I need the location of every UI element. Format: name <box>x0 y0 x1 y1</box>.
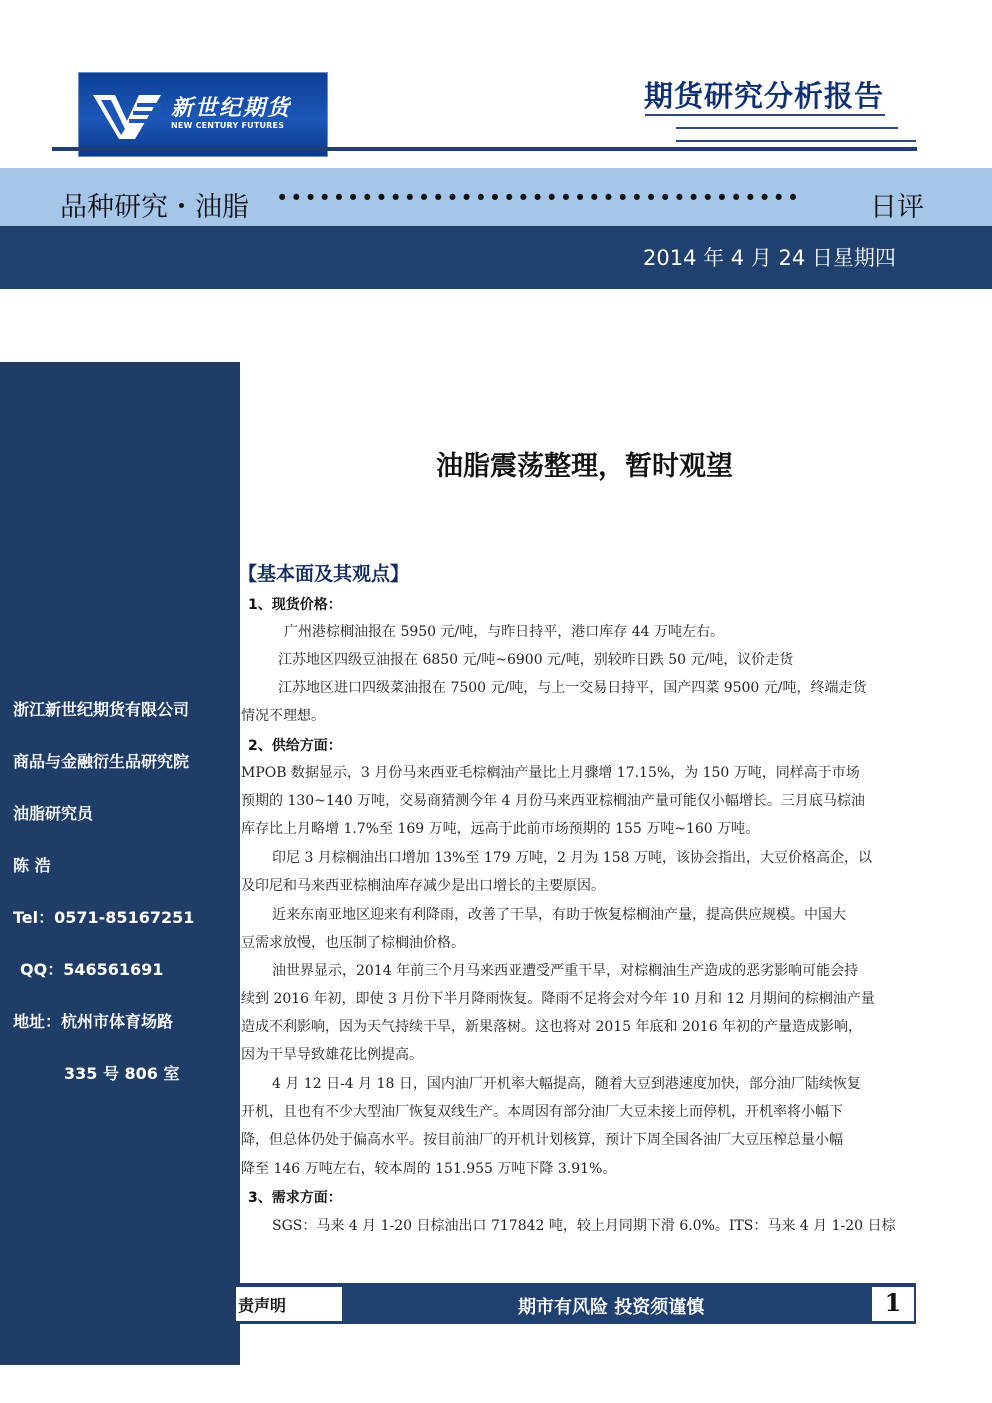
text-line: 降至 146 万吨左右，较本周的 151.955 万吨下降 3.91%。 <box>241 1161 617 1177</box>
company-logo <box>78 72 328 157</box>
page-number: 1 <box>884 1288 902 1317</box>
sidebar-institute: 商品与金融衍生品研究院 <box>13 752 190 771</box>
section-heading: 【基本面及其观点】 <box>238 563 410 585</box>
text-line: 油世界显示，2014 年前三个月马来西亚遭受严重干旱，对棕榈油生产造成的恶劣影响可能会持 <box>272 963 859 979</box>
text-line: MPOB 数据显示，3 月份马来西亚毛棕榈油产量比上月骤增 17.15%，为 150 万吨，同样高于市场 <box>241 765 860 781</box>
text-line: 近来东南亚地区迎来有利降雨，改善了干旱，有助于恢复棕榈油产量，提高供应规模。中国大 <box>272 907 846 923</box>
subheading-spot-price: 1、现货价格： <box>248 597 342 613</box>
text-line: 造成不利影响，因为天气持续干旱，新果落树。这也将对 2015 年底和 2016 年初的产量造成影响， <box>241 1019 863 1035</box>
text-line: 及印尼和马来西亚棕榈油库存减少是出口增长的主要原因。 <box>241 878 605 894</box>
text-line: 广州港棕榈油报在 5950 元/吨，与昨日持平，港口库存 44 万吨左右。 <box>284 624 724 640</box>
text-line: SGS：马来 4 月 1-20 日棕油出口 717842 吨，较上月同期下滑 6.0%。ITS：马来 4 月 1-20 日棕 <box>272 1218 896 1234</box>
header-divider-thin <box>676 140 916 142</box>
report-title: 期货研究分析报告 <box>644 79 885 113</box>
sidebar-address-2: 335 号 806 室 <box>64 1064 180 1083</box>
sidebar-position: 油脂研究员 <box>13 804 94 823</box>
title-underline <box>645 114 885 116</box>
logo-text-cn: 新世纪期货 <box>171 96 292 121</box>
text-line: 情况不理想。 <box>241 708 325 724</box>
text-line: 库存比上月略增 1.7%至 169 万吨，远高于此前市场预期的 155 万吨~160 万吨。 <box>241 821 760 837</box>
disclaimer-link[interactable]: 责声明 <box>238 1296 287 1315</box>
text-line: 江苏地区四级豆油报在 6850 元/吨~6900 元/吨，别较昨日跌 50 元/吨，议价走货 <box>278 652 794 668</box>
report-date: 2014 年 4 月 24 日星期四 <box>643 246 896 270</box>
title-underline-2 <box>676 127 898 129</box>
text-line: 降，但总体仍处于偏高水平。按目前油厂的开机计划核算，预计下周全国各油厂大豆压榨总量小幅 <box>241 1132 843 1148</box>
sidebar-author: 陈 浩 <box>13 856 51 875</box>
text-line: 因为干旱导致雄花比例提高。 <box>241 1047 423 1063</box>
subheading-supply: 2、供给方面： <box>248 738 342 754</box>
text-line: 豆需求放慢，也压制了棕榈油价格。 <box>241 935 465 951</box>
sidebar-address: 地址：杭州市体育场路 <box>13 1012 174 1031</box>
logo-text-en: NEW CENTURY FUTURES <box>171 121 285 130</box>
text-line: 印尼 3 月棕榈油出口增加 13%至 179 万吨，2 月为 158 万吨，该协会指出，大豆价格高企，以 <box>272 850 872 866</box>
subheading-demand: 3、需求方面： <box>248 1190 342 1206</box>
article-title: 油脂震荡整理，暂时观望 <box>436 451 733 482</box>
risk-warning: 期市有风险 投资须谨慎 <box>518 1297 705 1318</box>
dot-leader: ••••••••••••••••••••••••••••••••••••• <box>276 186 801 210</box>
logo-mark-icon <box>93 95 163 139</box>
text-line: 开机，且也有不少大型油厂恢复双线生产。本周因有部分油厂大豆未接上而停机，开机率将小幅下 <box>241 1104 843 1120</box>
sidebar-tel: Tel：0571-85167251 <box>13 908 195 927</box>
text-line: 预期的 130~140 万吨，交易商猜测今年 4 月份马来西亚棕榈油产量可能仅小幅增长。三月底马棕油 <box>241 793 865 809</box>
text-line: 续到 2016 年初，即使 3 月份下半月降雨恢复。降雨不足将会对今年 10 月和 12 月期间的棕榈油产量 <box>241 991 875 1007</box>
text-line: 4 月 12 日-4 月 18 日，国内油厂开机率大幅提高，随着大豆到港速度加快，部分油厂陆续恢复 <box>272 1076 861 1092</box>
report-type: 日评 <box>870 192 924 223</box>
text-line: 江苏地区进口四级菜油报在 7500 元/吨，与上一交易日持平，国产四菜 9500 元/吨，终端走货 <box>278 680 867 696</box>
header-divider <box>52 147 917 151</box>
sidebar-qq: QQ：546561691 <box>20 960 164 979</box>
sidebar-company: 浙江新世纪期货有限公司 <box>13 700 190 719</box>
variety-label: 品种研究・油脂 <box>60 192 249 223</box>
